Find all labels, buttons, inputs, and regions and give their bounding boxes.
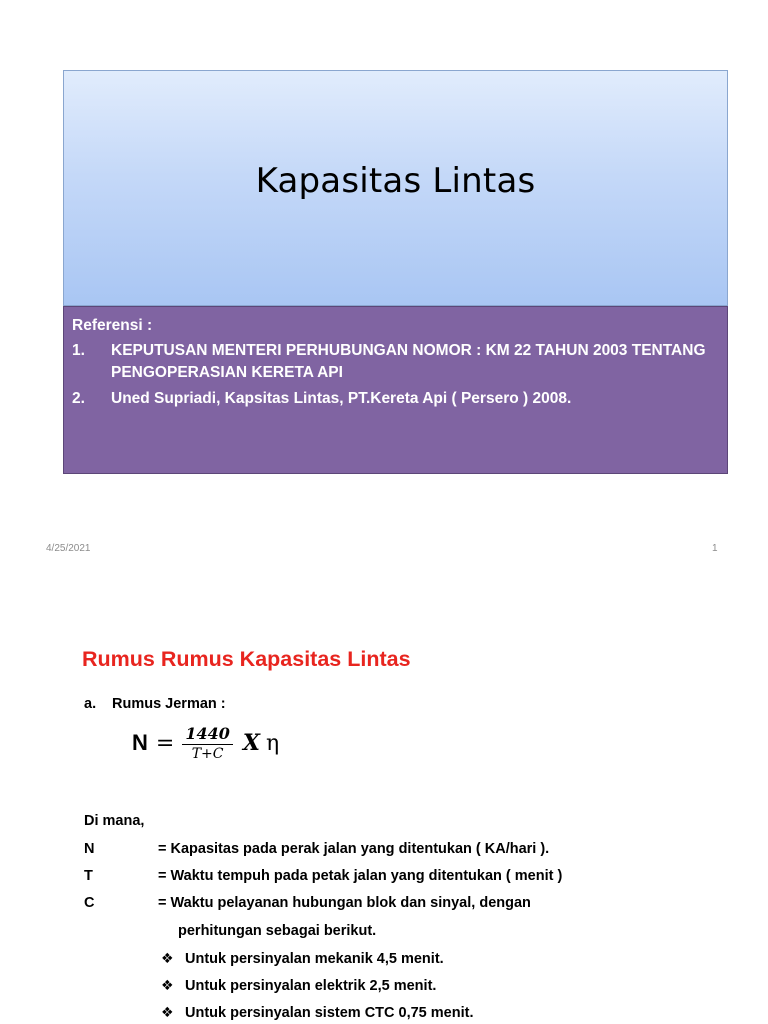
slide-title: Kapasitas Lintas — [255, 161, 536, 201]
section-title: Rumus Rumus Kapasitas Lintas — [82, 647, 411, 671]
formula-lhs: N — [132, 730, 148, 755]
formula-fraction — [182, 724, 233, 762]
definition-row — [84, 841, 549, 857]
formula-denominator: T+C — [191, 746, 224, 762]
bullet-text: Untuk persinyalan elektrik 2,5 menit. — [185, 977, 437, 994]
reference-number: 1. — [72, 342, 85, 359]
formula-label-number: a. — [84, 696, 97, 712]
bullet-item — [161, 950, 444, 967]
bullet-item — [161, 1004, 473, 1021]
formula-label — [84, 696, 226, 712]
formula-factor: η — [265, 730, 280, 756]
formula-label-text: Rumus Jerman : — [112, 696, 226, 712]
formula-numerator: 1440 — [182, 724, 233, 745]
bullet-item — [161, 977, 436, 994]
formula — [132, 724, 279, 762]
definition-symbol: T — [84, 868, 93, 884]
bullet-text: Untuk persinyalan sistem CTC 0,75 menit. — [185, 1004, 474, 1021]
definition-text: = Waktu pelayanan hubungan blok dan sinyal, dengan — [158, 895, 531, 911]
definition-text: = Kapasitas pada perak jalan yang ditentukan ( KA/hari ). — [158, 841, 550, 857]
diamond-bullet-icon: ❖ — [161, 1004, 174, 1020]
diamond-bullet-icon: ❖ — [161, 977, 174, 993]
diamond-bullet-icon: ❖ — [161, 950, 174, 966]
reference-text: Uned Supriadi, Kapsitas Lintas, PT.Kereta Api ( Persero ) 2008. — [111, 390, 572, 407]
definition-continuation: perhitungan sebagai berikut. — [178, 923, 377, 939]
slide-date: 4/25/2021 — [46, 543, 91, 554]
title-panel — [63, 70, 728, 306]
formula-equals: = — [155, 730, 175, 756]
reference-text: KEPUTUSAN MENTERI PERHUBUNGAN NOMOR : KM 22 TAHUN 2003 TENTANG PENGOPERASIAN KERETA API — [111, 342, 706, 381]
references-panel — [63, 306, 728, 474]
definition-row — [84, 868, 562, 884]
definition-text: = Waktu tempuh pada petak jalan yang ditentukan ( menit ) — [158, 868, 563, 884]
where-label: Di mana, — [84, 813, 145, 829]
definition-symbol: N — [84, 841, 95, 857]
definition-symbol: C — [84, 895, 95, 911]
reference-item — [72, 388, 717, 410]
slide-page-number: 1 — [712, 543, 718, 554]
reference-number: 2. — [72, 390, 85, 407]
references-heading: Referensi : — [72, 317, 153, 334]
reference-item — [72, 340, 717, 384]
formula-multiply: X — [242, 730, 260, 756]
bullet-text: Untuk persinyalan mekanik 4,5 menit. — [185, 950, 444, 967]
definition-row — [84, 895, 531, 911]
